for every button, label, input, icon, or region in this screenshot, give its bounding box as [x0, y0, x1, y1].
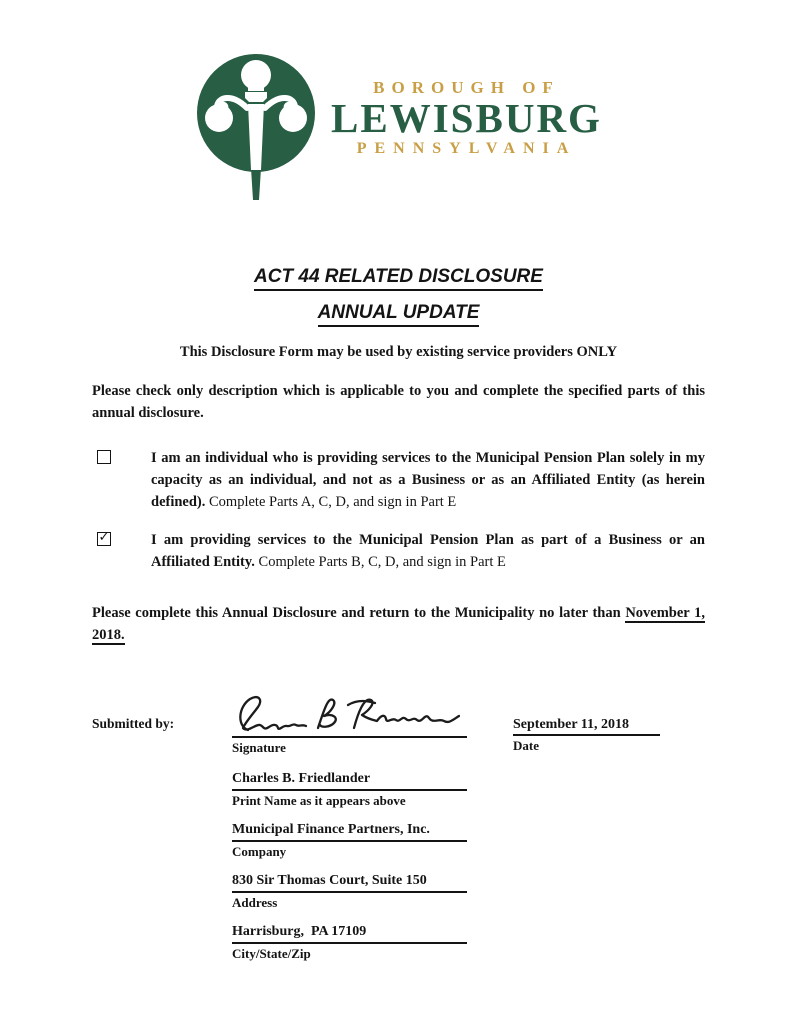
print-name-label: Print Name as it appears above [232, 793, 406, 808]
signature-line [232, 686, 467, 738]
borough-logo [92, 52, 705, 204]
checkbox-business[interactable]: ✓ [98, 530, 110, 545]
date-field [513, 686, 660, 756]
option-list [92, 447, 705, 573]
print-name-value: Charles B. Friedlander [232, 769, 467, 791]
signature-row [92, 686, 705, 756]
date-value: September 11, 2018 [513, 686, 660, 736]
deadline-date: November 1, 2018. [92, 605, 705, 643]
handwritten-signature [232, 690, 460, 740]
address-label: Address [232, 895, 278, 910]
logo-lewisburg: LEWISBURG [331, 95, 602, 141]
title-line-2: ANNUAL UPDATE [318, 302, 480, 327]
date-label: Date [513, 738, 539, 753]
company-field [232, 820, 467, 860]
print-name-field [232, 769, 467, 809]
deadline-paragraph: Please complete this Annual Disclosure and return to the Municipality no later than November 1, 2018. [92, 605, 705, 643]
company-value: Municipal Finance Partners, Inc. [232, 820, 467, 842]
logo-borough-of: BOROUGH OF [373, 78, 560, 97]
company-label: Company [232, 844, 287, 859]
subtitle: This Disclosure Form may be used by existing service providers ONLY [179, 344, 618, 360]
city-state-zip-field [232, 922, 467, 962]
lamppost-icon [195, 52, 317, 204]
title-line-1: ACT 44 RELATED DISCLOSURE [254, 266, 543, 291]
logo-wordmark [331, 52, 602, 158]
checkbox-individual[interactable] [97, 450, 111, 464]
signature-label: Signature [232, 740, 286, 755]
form-fields [232, 769, 705, 962]
address-field [232, 871, 467, 911]
submitted-by-label: Submitted by: [92, 716, 175, 731]
signature-field [232, 686, 467, 756]
city-state-zip-label: City/State/Zip [232, 946, 311, 961]
intro-paragraph: Please check only description which is applicable to you and complete the specified parts of this annual disclosure. [92, 383, 705, 421]
option-individual-text: I am an individual who is providing services to the Municipal Pension Plan solely in my capacity as an individual, and not as a Business or as an Affiliated Entity (as herein defined). Complete Parts A, C, D, and sign in Part E [151, 450, 705, 510]
logo-pennsylvania: PENNSYLVANIA [356, 140, 577, 157]
option-business-text: I am providing services to the Municipal Pension Plan as part of a Business or an Affiliated Entity. Complete Parts B, C, D, and sign in Part E [151, 532, 705, 570]
document-title [92, 266, 705, 327]
option-individual [97, 447, 705, 513]
city-state-zip-value: Harrisburg, PA 17109 [232, 922, 467, 944]
address-value: 830 Sir Thomas Court, Suite 150 [232, 871, 467, 893]
option-business [97, 529, 705, 573]
